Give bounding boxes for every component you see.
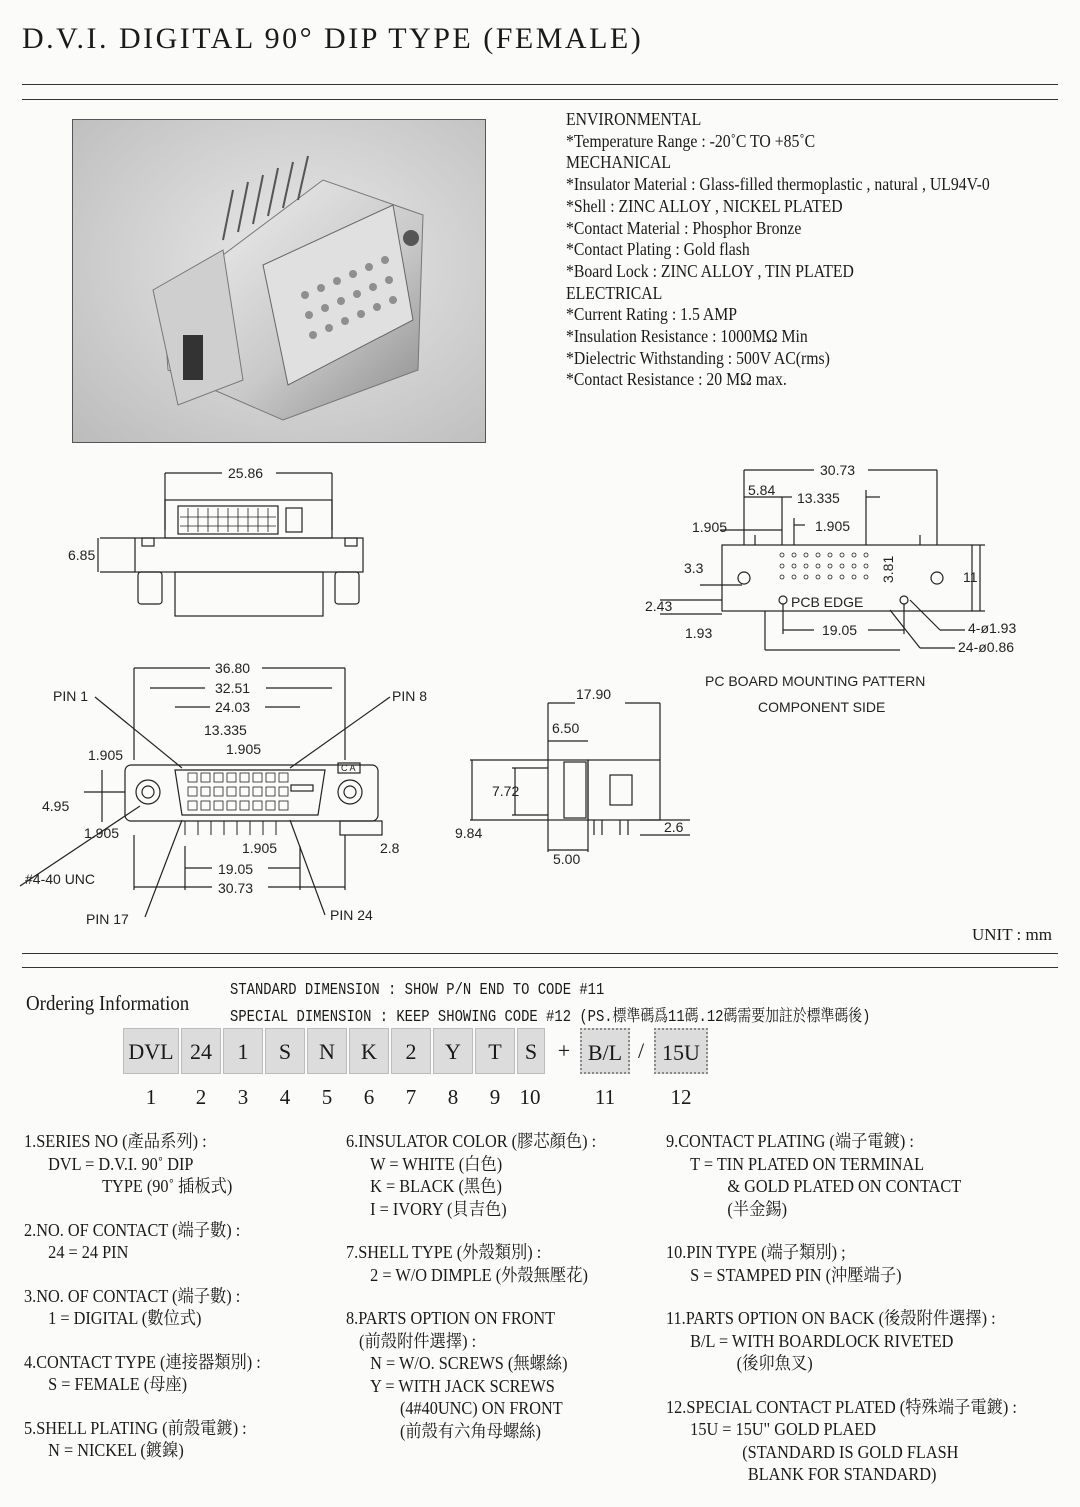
dim-front-36-80: 36.80 [215,660,251,676]
dim-pcb-1-905-right: 1.905 [815,518,851,534]
option-pin-type: 10.PIN TYPE (端子類別) ; S = STAMPED PIN (沖壓端子) [666,1242,902,1285]
header-rule-top [22,84,1058,85]
code-number-12: 12 [670,1085,692,1109]
label-pin-24: PIN 24 [330,907,373,923]
dim-pcb-5-84: 5.84 [748,482,776,498]
side-view-drawing [470,703,690,852]
code-box-1: DVL [123,1028,179,1074]
spec-contact-plating: *Contact Plating : Gold flash [566,239,750,260]
dim-front-1-905-left: 1.905 [88,747,124,763]
code-number-4: 4 [279,1085,291,1109]
pcb-caption-title: PC BOARD MOUNTING PATTERN [705,673,926,689]
code-number-10: 10 [519,1085,541,1109]
spec-electrical-heading: ELECTRICAL [566,282,663,303]
option-special-contact: 12.SPECIAL CONTACT PLATED (特殊端子電鍍) : 15U = 15U" GOLD PLAED (STANDARD IS GOLD FLASH BLANK FOR STANDARD) [666,1396,1017,1484]
label-pin-holes: 24-ø0.86 [958,639,1015,655]
code-number-7: 7 [405,1085,417,1109]
spec-contact-material: *Contact Material : Phosphor Bronze [566,217,802,238]
option-shell-plating: 5.SHELL PLATING (前殼電鍍) : N = NICKEL (鍍鎳) [24,1417,247,1460]
dim-front-1-905-bottom: 1.905 [84,825,120,841]
code-slash: / [637,1038,645,1063]
top-view-drawing [98,473,363,616]
label-pin-1: PIN 1 [53,688,89,704]
spec-insulator: *Insulator Material : Glass-filled thermoplastic , natural , UL94V-0 [566,174,990,195]
code-box-12: 15U [654,1028,708,1074]
option-contact-type: 4.CONTACT TYPE (連接器類別) : S = FEMALE (母座) [24,1351,261,1394]
option-parts-back: 11.PARTS OPTION ON BACK (後殼附件選擇) : B/L = WITH BOARDLOCK RIVETED (後卯魚叉) [666,1308,996,1373]
label-pin-8: PIN 8 [392,688,428,704]
code-box-4: S [265,1028,305,1074]
ordering-note-standard: STANDARD DIMENSION : SHOW P/N END TO CODE #11 [230,980,605,999]
code-box-3: 1 [223,1028,263,1074]
code-box-9: T [475,1028,515,1074]
dim-side-9-84: 9.84 [455,825,483,841]
connector-photo-image [73,120,485,442]
dim-pcb-13-335: 13.335 [797,490,840,506]
unit-label: UNIT : mm [972,925,1052,944]
spec-contact-resistance: *Contact Resistance : 20 MΩ max. [566,369,787,390]
option-series-no: 1.SERIES NO (產品系列) : DVL = D.V.I. 90˚ DIP TYPE (90˚ 插板式) [24,1131,233,1196]
label-pcb-edge: PCB EDGE [791,594,864,610]
code-number-3: 3 [237,1085,249,1109]
code-number-9: 9 [489,1085,501,1109]
dim-pcb-19-05: 19.05 [822,622,858,638]
specifications [566,109,990,391]
code-box-10: S [517,1028,545,1074]
code-number-2: 2 [195,1085,207,1109]
code-number-8: 8 [447,1085,459,1109]
pcb-caption-side: COMPONENT SIDE [758,699,886,715]
code-box-5: N [307,1028,347,1074]
code-number-11: 11 [594,1085,616,1109]
code-plus-sign: + [557,1038,571,1063]
dim-front-13-335: 13.335 [204,722,247,738]
dim-side-6-50: 6.50 [552,720,580,736]
dim-front-32-51: 32.51 [215,680,251,696]
label-pin-17: PIN 17 [86,911,129,927]
spec-mechanical-heading: MECHANICAL [566,152,672,173]
spec-temperature: *Temperature Range : -20˚C TO +85˚C [566,130,816,151]
code-number-5: 5 [321,1085,333,1109]
spec-current-rating: *Current Rating : 1.5 AMP [566,304,738,325]
page-title: D.V.I. DIGITAL 90° DIP TYPE (FEMALE) [22,22,644,55]
dim-side-7-72: 7.72 [492,783,520,799]
code-box-6: K [349,1028,389,1074]
dim-pcb-3-81: 3.81 [880,555,896,583]
dim-pcb-30-73: 30.73 [820,462,856,478]
technical-drawings [0,450,1080,940]
dim-side-17-90: 17.90 [576,686,612,702]
dim-top-width: 25.86 [228,465,264,481]
code-number-1: 1 [145,1085,157,1109]
code-box-2: 24 [181,1028,221,1074]
options-column-1 [24,1130,261,1483]
dim-front-19-05: 19.05 [218,861,254,877]
dim-front-pitch-top: 1.905 [226,741,262,757]
dim-front-4-95: 4.95 [42,798,70,814]
option-contact-digital: 3.NO. OF CONTACT (端子數) : 1 = DIGITAL (數位式) [24,1285,241,1328]
option-insulator-color: 6.INSULATOR COLOR (膠芯顏色) : W = WHITE (白色) K = BLACK (黑色) I = IVORY (貝吉色) [346,1131,597,1219]
spec-insulation-resistance: *Insulation Resistance : 1000MΩ Min [566,326,808,347]
code-box-7: 2 [391,1028,431,1074]
option-no-of-contact: 2.NO. OF CONTACT (端子數) : 24 = 24 PIN [24,1219,241,1262]
dim-front-pitch-bottom: 1.905 [242,840,278,856]
spec-dielectric: *Dielectric Withstanding : 500V AC(rms) [566,347,830,368]
dim-front-2-8: 2.8 [380,840,400,856]
option-parts-front: 8.PARTS OPTION ON FRONT (前殼附件選擇) : N = W/O. SCREWS (無螺絲) Y = WITH JACK SCREWS (4#40UNC) ON FRONT (前殼有六角母螺絲) [346,1308,568,1441]
label-screw-thread: #4-40 UNC [25,871,96,887]
code-box-11: B/L [580,1028,630,1074]
header-rule-bottom [22,99,1058,100]
dim-pcb-1-905-left: 1.905 [692,519,728,535]
spec-environmental-heading: ENVIRONMENTAL [566,109,702,129]
shell-mark: C A [341,763,356,773]
spec-board-lock: *Board Lock : ZINC ALLOY , TIN PLATED [566,260,854,281]
dim-front-24-03: 24.03 [215,699,251,715]
ordering-note-special: SPECIAL DIMENSION : KEEP SHOWING CODE #12 (PS.標準碼爲11碼.12碼需要加註於標準碼後) [230,1007,871,1026]
ordering-label: Ordering Information [26,991,190,1015]
dim-pcb-11: 11 [963,569,978,585]
dim-pcb-2-43: 2.43 [645,598,673,614]
dim-top-height: 6.85 [68,547,96,563]
dim-side-2-6: 2.6 [664,819,684,835]
options-column-3 [666,1130,1017,1507]
spec-shell: *Shell : ZINC ALLOY , NICKEL PLATED [566,195,843,216]
product-photo [72,119,486,443]
options-column-2 [346,1130,596,1463]
dim-pcb-1-93: 1.93 [685,625,713,641]
label-mount-holes: 4-ø1.93 [968,620,1017,636]
dim-front-30-73: 30.73 [218,880,254,896]
section-rule-1 [22,953,1058,954]
section-rule-2 [22,967,1058,968]
dim-side-5-00: 5.00 [553,851,581,867]
code-number-6: 6 [363,1085,375,1109]
option-shell-type: 7.SHELL TYPE (外殼類別) : 2 = W/O DIMPLE (外殼無壓花) [346,1242,588,1285]
option-contact-plating: 9.CONTACT PLATING (端子電鍍) : T = TIN PLATED ON TERMINAL & GOLD PLATED ON CONTACT (半金錫) [666,1131,962,1219]
dim-pcb-3-3: 3.3 [684,560,704,576]
code-box-8: Y [433,1028,473,1074]
